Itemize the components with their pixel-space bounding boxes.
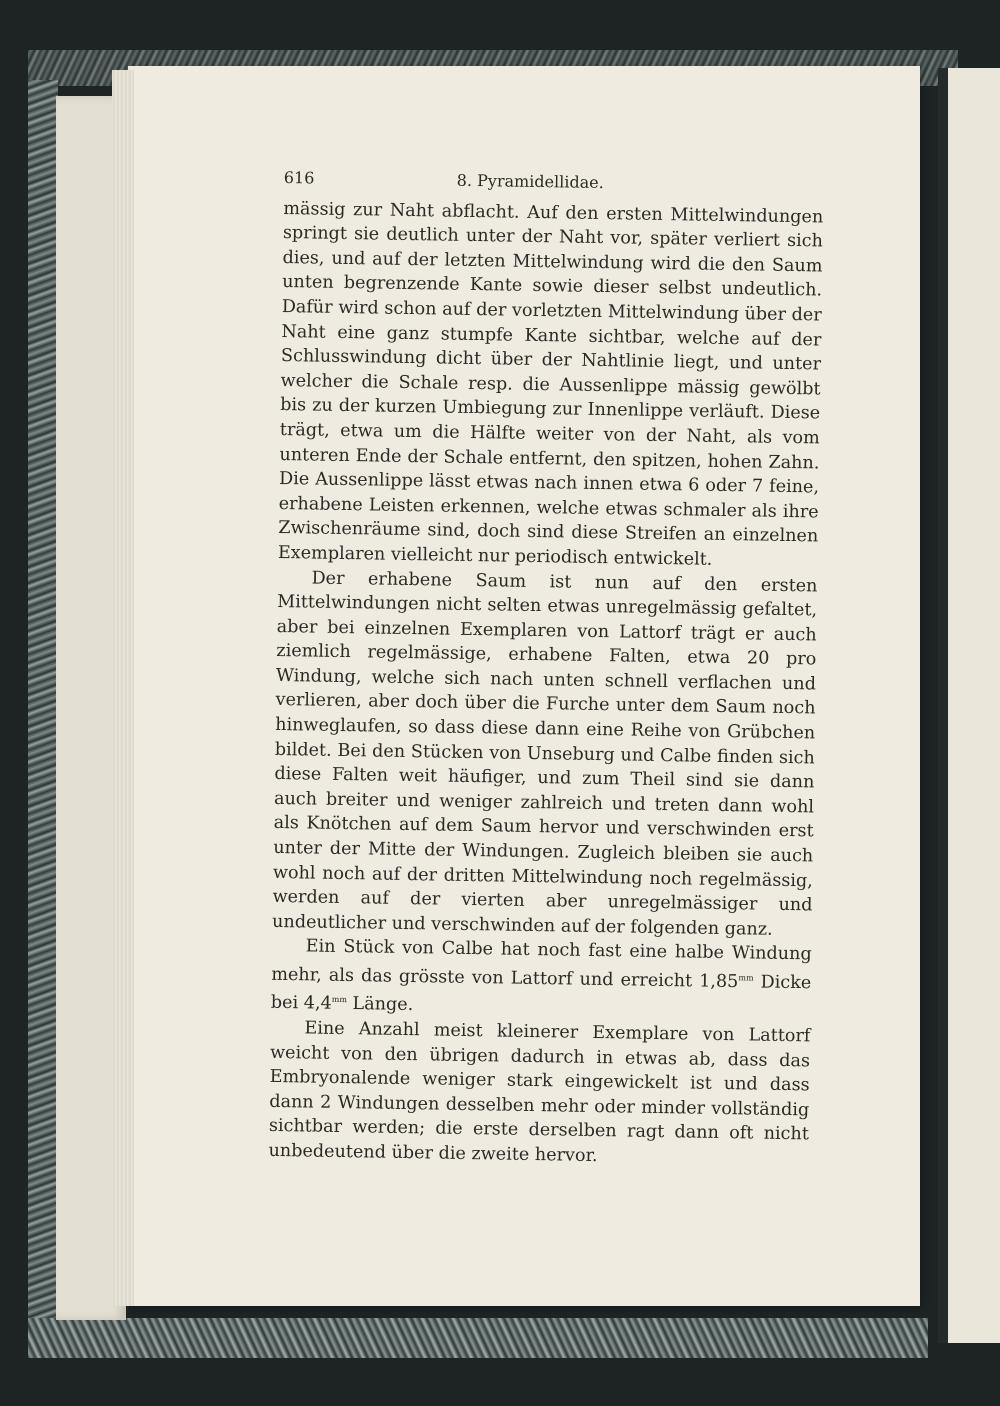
- running-head: [284, 166, 604, 196]
- calbe-text-part-2: Dicke bei 4,4: [270, 972, 812, 1015]
- calbe-text-part-1: Ein Stück von Calbe hat noch fast eine halbe Windung mehr, als das grösste von Lattorf und erreicht 1,85: [271, 936, 812, 993]
- page-number: 616: [283, 167, 315, 188]
- book-cover-marbled-left: [28, 80, 58, 1350]
- page-text-block: [268, 166, 824, 1172]
- page-stack-edges: [112, 70, 134, 1306]
- section-title: 8. Pyramidellidae.: [456, 170, 604, 193]
- unit-millimetre-2: mm: [331, 995, 348, 1005]
- paragraph-calbe: [271, 934, 812, 1024]
- unit-millimetre-1: mm: [738, 973, 754, 983]
- facing-page-edge: [938, 68, 1000, 1343]
- book-page: [128, 66, 920, 1306]
- paragraph-1: mässig zur Naht abflacht. Auf den ersten Mittelwindungen springt sie deutlich unter der Naht vor, später verliert sich dies, und auf der letzten Mittelwindung wird die den Saum unten begrenzende Kante sowie dieser selbst undeutlich. Dafür wird schon auf der vorletzten Mittelwindung über der Naht eine ganz stumpfe Kante sichtbar, welche auf der Schlusswindung dicht über der Nahtlinie liegt, und unter welcher die Schale resp. die Aussenlippe mässig gewölbt bis zu der kurzen Umbiegung zur Innenlippe verläuft. Diese trägt, etwa um die Hälfte weiter von der Naht, als vom unteren Ende der Schale entfernt, den spitzen, hohen Zahn. Die Aussenlippe lässt etwas nach innen etwa 6 oder 7 feine, erhabene Leisten erkennen, welche etwas schmaler als ihre Zwischenräume sind, doch sind diese Streifen an einzelnen Exemplaren vielleicht nur periodisch entwickelt.: [277, 198, 824, 570]
- book-cover-marbled-bottom: [28, 1318, 928, 1358]
- paragraph-2: Der erhabene Saum ist nun auf den ersten Mittelwindungen nicht selten etwas unregelmässig gefaltet, aber bei einzelnen Exemplaren von Lattorf trägt er auch ziemlich regelmässige, erhabene Falten, etwa 20 pro Windung, welche sich nach unten schnell verflachen und verlieren, aber doch über die Furche unter dem Saum noch hinweglaufen, so dass diese dann eine Reihe von Grübchen bildet. Bei den Stücken von Unseburg und Calbe finden sich diese Falten weit häufiger, und zum Theil sind sie dann auch breiter und weniger zahlreich und treten dann wohl als Knötchen auf dem Saum hervor und verschwinden erst unter der Mitte der Windungen. Zugleich bleiben sie auch wohl noch auf der dritten Mittelwindung noch regelmässig, werden auf der vierten aber unregelmässiger und undeutlicher und verschwinden auf der folgenden ganz.: [271, 567, 818, 940]
- paragraph-last: Eine Anzahl meist kleinerer Exemplare von Lattorf weicht von den übrigen dadurch in etwas ab, dass das Embryonalende weniger stark eingewickelt ist und dass dann 2 Windungen desselben mehr oder minder vollständig sichtbar werden; die erste derselben ragt dann oft nicht unbedeutend über die zweite hervor.: [268, 1018, 811, 1166]
- calbe-text-part-3: Länge.: [346, 994, 414, 1016]
